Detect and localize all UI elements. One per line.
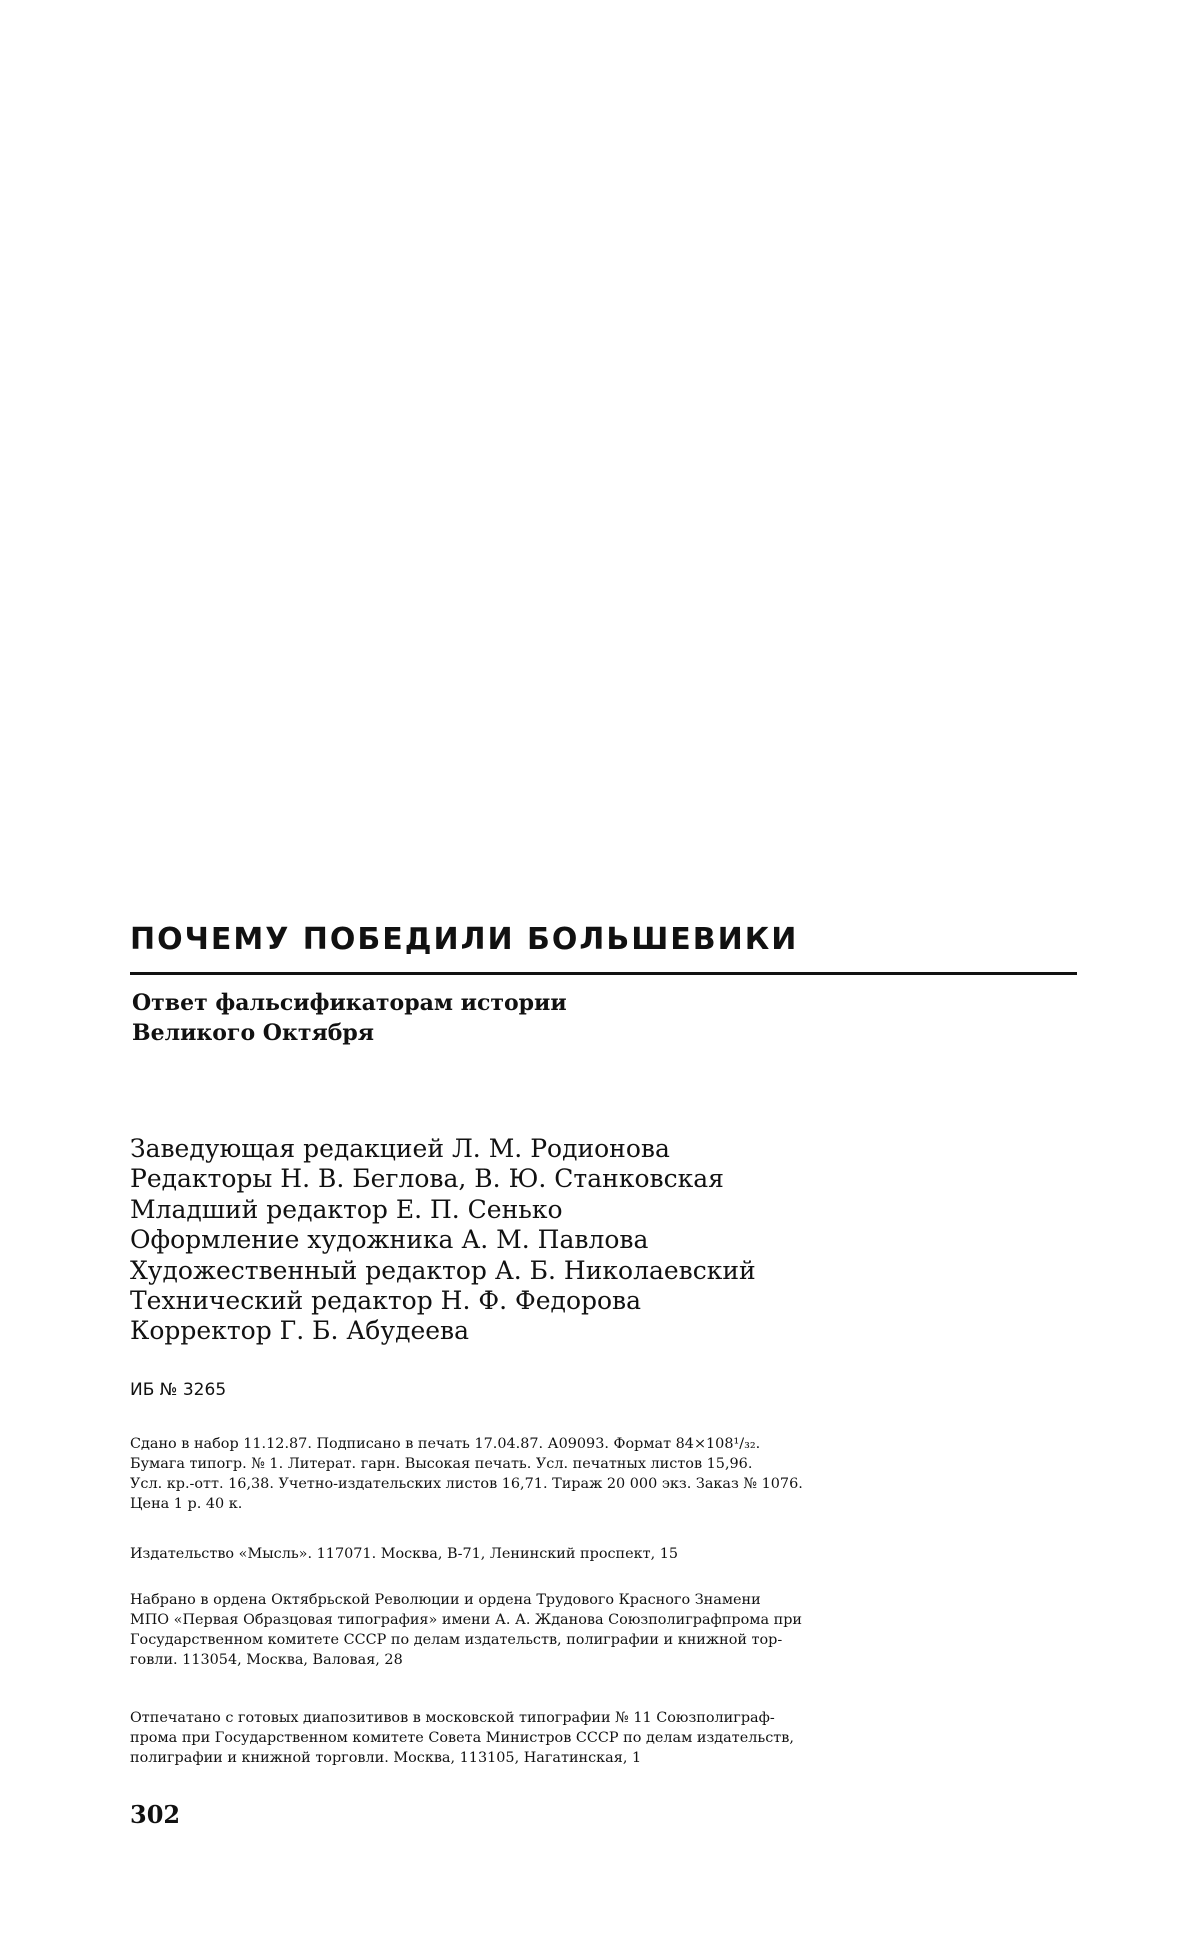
- printing-line: прома при Государственном комитете Совета Министров СССР по делам издательств,: [130, 1730, 794, 1746]
- printing-info: [130, 1708, 1070, 1768]
- publication-data-line: Бумага типогр. № 1. Литерат. гарн. Высокая печать. Усл. печатных листов 15,96.: [130, 1456, 753, 1472]
- book-title: ПОЧЕМУ ПОБЕДИЛИ БОЛЬШЕВИКИ: [130, 922, 799, 957]
- typeset-line: Государственном комитете СССР по делам издательств, полиграфии и книжной тор-: [130, 1632, 783, 1648]
- typeset-line: говли. 113054, Москва, Валовая, 28: [130, 1652, 403, 1668]
- publication-data-line: Цена 1 р. 40 к.: [130, 1496, 243, 1512]
- publisher-info: Издательство «Мысль». 117071. Москва, В-71, Ленинский проспект, 15: [130, 1546, 679, 1562]
- staff-line: Заведующая редакцией Л. М. Родионова: [130, 1134, 670, 1163]
- typeset-line: МПО «Первая Образцовая типография» имени А. А. Жданова Союзполиграфпрома при: [130, 1612, 802, 1628]
- printing-line: Отпечатано с готовых диапозитивов в московской типографии № 11 Союзполиграф-: [130, 1710, 775, 1726]
- book-subtitle: [132, 988, 567, 1048]
- publication-data-line: Сдано в набор 11.12.87. Подписано в печать 17.04.87. А09093. Формат 84×108¹/₃₂.: [130, 1436, 761, 1452]
- editorial-staff-list: [130, 1134, 756, 1347]
- page-number: 302: [130, 1800, 181, 1829]
- subtitle-line: Ответ фальсификаторам истории: [132, 990, 567, 1016]
- subtitle-line: Великого Октября: [132, 1020, 375, 1046]
- staff-line: Корректор Г. Б. Абудеева: [130, 1316, 470, 1346]
- publication-data: [130, 1434, 1070, 1514]
- staff-line: Художественный редактор А. Б. Николаевский: [130, 1255, 756, 1285]
- typeset-info: [130, 1590, 1070, 1670]
- publication-data-line: Усл. кр.-отт. 16,38. Учетно-издательских листов 16,71. Тираж 20 000 экз. Заказ № 1076.: [130, 1476, 803, 1492]
- staff-line: Младший редактор Е. П. Сенько: [130, 1194, 563, 1224]
- staff-line: Оформление художника А. М. Павлова: [130, 1225, 649, 1255]
- typeset-line: Набрано в ордена Октябрьской Революции и ордена Трудового Красного Знамени: [130, 1592, 761, 1608]
- staff-line: Редакторы Н. В. Беглова, В. Ю. Станковская: [130, 1164, 724, 1194]
- ib-number: ИБ № 3265: [130, 1380, 227, 1400]
- printing-line: полиграфии и книжной торговли. Москва, 113105, Нагатинская, 1: [130, 1750, 642, 1766]
- staff-line: Технический редактор Н. Ф. Федорова: [130, 1286, 642, 1316]
- title-rule: [130, 972, 1077, 975]
